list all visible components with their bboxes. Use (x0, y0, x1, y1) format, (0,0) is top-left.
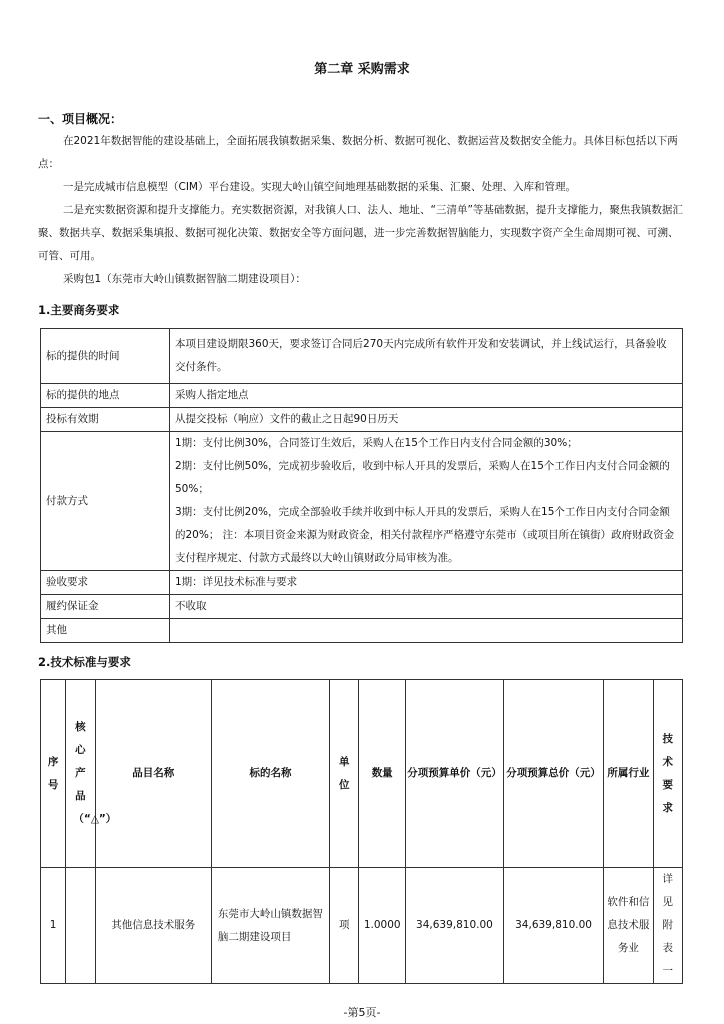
row-key: 其他 (41, 619, 170, 643)
header-unit-price: 分项预算单价（元） (405, 680, 503, 868)
row-key: 验收要求 (41, 571, 170, 595)
header-seq: 序号 (41, 680, 66, 868)
table-row (41, 868, 683, 984)
row-key: 履约保证金 (41, 595, 170, 619)
payment-line: 3期：支付比例20%，完成全部验收手续并收到中标人开具的发票后，采购人在15个工作日内支付合同金额的20%； 注：本项目资金来源为财政资金，相关付款程序严格遵守东莞市（或项目所在镇街）政府财政资金支付程序规定、付款方式最终以大岭山镇财政分局审核为准。 (175, 506, 675, 564)
header-total-price: 分项预算总价（元） (504, 680, 604, 868)
row-value: 本项目建设期限360天，要求签订合同后270天内完成所有软件开发和安装调试，并上线试运行，具备验收交付条件。 (170, 329, 683, 384)
row-key: 标的提供的时间 (41, 329, 170, 384)
row-key: 标的提供的地点 (41, 384, 170, 408)
overview-paragraph-1: 在2021年数据智能的建设基础上，全面拓展我镇数据采集、数据分析、数据可视化、数据运营及数据安全能力。具体目标包括以下两点： (38, 135, 678, 170)
header-unit: 单位 (330, 680, 359, 868)
header-tech-requirement: 技术要求 (653, 680, 682, 868)
table-row (41, 619, 683, 643)
table-row (41, 595, 683, 619)
cell-seq: 1 (41, 868, 66, 984)
row-value: 采购人指定地点 (170, 384, 683, 408)
header-core-product: 核心产品（“△”） (66, 680, 95, 868)
row-value: 1期：详见技术标准与要求 (170, 571, 683, 595)
header-quantity: 数量 (359, 680, 406, 868)
overview-paragraph-3: 二是充实数据资源和提升支撑能力。充实数据资源，对我镇人口、法人、地址、“三清单”等基础数据，提升支撑能力，聚焦我镇数据汇聚、数据共享、数据采集填报、数据可视化决策、数据安全等方面问题，进一步完善数据智脑能力，实现数字资产全生命周期可视、可溯、可管、可用。 (38, 204, 683, 262)
business-requirements-heading: 1.主要商务要求 (38, 303, 120, 317)
cell-industry: 软件和信息技术服务业 (604, 868, 654, 984)
header-item-name: 品目名称 (95, 680, 211, 868)
row-value: 从提交投标（响应）文件的截止之日起90日历天 (170, 408, 683, 432)
table-row (41, 571, 683, 595)
cell-unit-price: 34,639,810.00 (405, 868, 503, 984)
row-key: 付款方式 (41, 432, 170, 571)
table-row (41, 408, 683, 432)
payment-line: 2期：支付比例50%，完成初步验收后，收到中标人开具的发票后，采购人在15个工作日内支付合同金额的50%； (175, 460, 670, 495)
page-number: -第5页- (343, 1006, 381, 1019)
table-row (41, 432, 683, 571)
payment-terms (170, 432, 683, 571)
header-industry: 所属行业 (604, 680, 654, 868)
cell-total-price: 34,639,810.00 (504, 868, 604, 984)
overview-paragraph-2: 一是完成城市信息模型（CIM）平台建设。实现大岭山镇空间地理基础数据的采集、汇聚、处理、入库和管理。 (63, 181, 576, 193)
cell-tech-requirement: 详见附表一 (653, 868, 682, 984)
procurement-package-line: 采购包1（东莞市大岭山镇数据智脑二期建设项目）： (63, 273, 306, 285)
payment-line: 1期：支付比例30%，合同签订生效后，采购人在15个工作日内支付合同金额的30%； (175, 437, 578, 449)
cell-core-product (66, 868, 95, 984)
cell-unit: 项 (330, 868, 359, 984)
table-row (41, 384, 683, 408)
chapter-title: 第二章 采购需求 (314, 62, 410, 77)
row-key: 投标有效期 (41, 408, 170, 432)
business-requirements-table (40, 328, 683, 643)
cell-quantity: 1.0000 (359, 868, 406, 984)
row-value: 不收取 (170, 595, 683, 619)
table-row (41, 329, 683, 384)
section-heading-overview: 一、项目概况： (38, 112, 123, 126)
technical-requirements-heading: 2.技术标准与要求 (38, 655, 131, 669)
row-value (170, 619, 683, 643)
cell-subject-name: 东莞市大岭山镇数据智脑二期建设项目 (211, 868, 329, 984)
header-subject-name: 标的名称 (211, 680, 329, 868)
technical-requirements-table (40, 679, 683, 984)
table-header-row (41, 680, 683, 868)
cell-item-name: 其他信息技术服务 (95, 868, 211, 984)
